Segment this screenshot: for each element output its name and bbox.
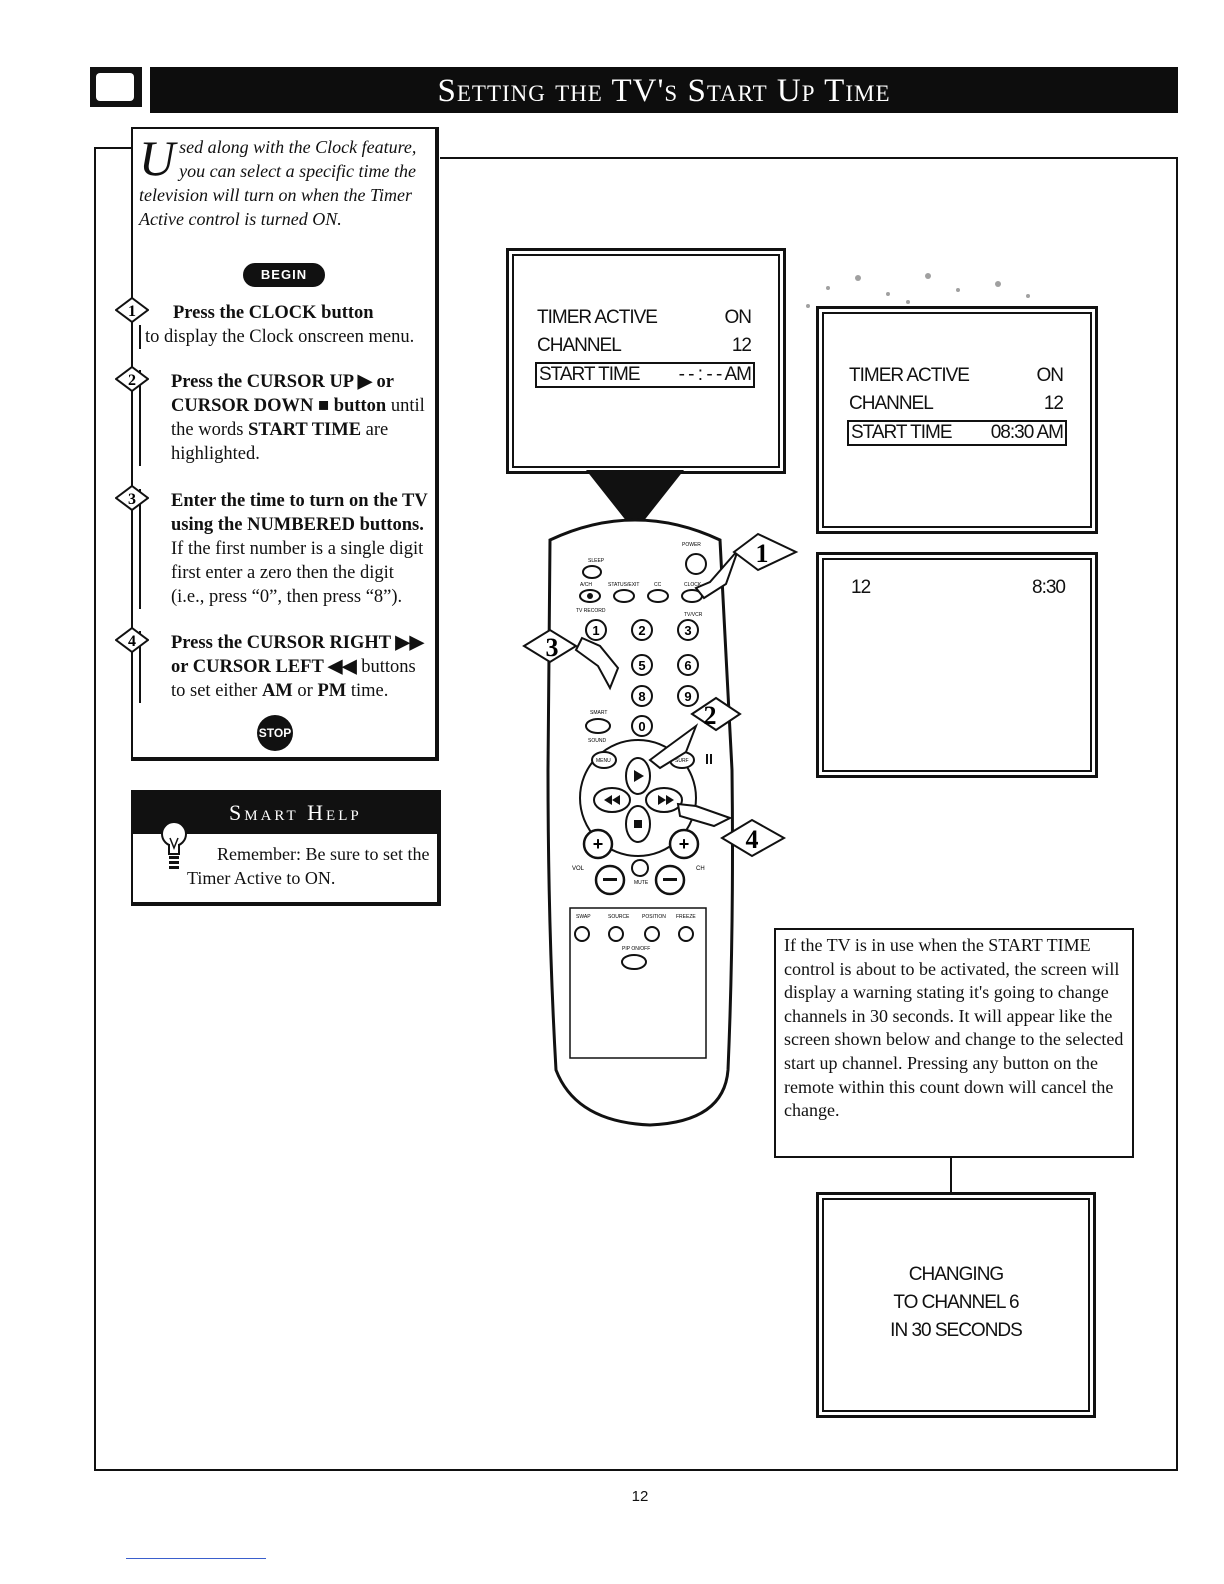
step-2 [128, 370, 429, 466]
label-status: STATUS/EXIT [608, 582, 640, 588]
page-number: 12 [631, 1488, 649, 1505]
swap-button[interactable] [575, 927, 589, 941]
digit-label: 3 [684, 623, 692, 638]
digit-label: 5 [638, 658, 646, 673]
step-3 [128, 489, 429, 609]
sleep-button[interactable] [583, 566, 601, 578]
freeze-button[interactable] [679, 927, 693, 941]
callout-number: 2 [703, 701, 717, 730]
drop-cap: U [139, 130, 176, 186]
step-4-bold: Press the CURSOR RIGHT ▶▶ or CURSOR LEFT ◀◀ [171, 633, 424, 677]
step-2-text: until the words [171, 396, 425, 440]
frame-line [94, 147, 96, 1471]
osd-row-highlighted [535, 362, 755, 388]
remote-control-illustration [500, 470, 800, 1130]
svg-text:+: + [592, 834, 604, 854]
frame-line [1176, 157, 1178, 1471]
step-4-am: AM [261, 681, 293, 701]
label-ch: CH [696, 866, 705, 872]
step-number-icon [115, 297, 149, 323]
footer-line [126, 1558, 266, 1559]
instruction-box [128, 127, 439, 761]
note-text: If the TV is in use when the START TIME control is about to be activated, the screen will display a warning stating it's going to change channels in 30 seconds. It will appear like the screen shown below and change to the selected start up channel. Pressing any button on the remote within this count down will cancel the change. [784, 935, 1124, 1121]
step-number-icon [115, 485, 149, 511]
osd-value: 12 [1043, 393, 1063, 414]
osd-value: - - : - - AM [678, 364, 751, 385]
position-button[interactable] [645, 927, 659, 941]
step-number-icon [115, 366, 149, 392]
label-surf: SURF [675, 758, 689, 764]
callout-number: 4 [745, 825, 759, 854]
intro-paragraph [139, 130, 429, 231]
svg-text:+: + [678, 834, 690, 854]
source-button[interactable] [609, 927, 623, 941]
frame-line [440, 157, 1178, 159]
step-4 [128, 631, 429, 703]
frame-line [94, 1469, 1178, 1471]
smart-help-box [131, 790, 441, 906]
label-smart: SMART [590, 710, 608, 716]
tv-screen-menu-set [816, 306, 1098, 534]
label-vol: VOL [572, 866, 585, 872]
step-4-text: buttons to set either [171, 657, 416, 701]
step-4-text2: time. [346, 681, 389, 701]
osd-label: START TIME [539, 364, 640, 385]
begin-badge: BEGIN [243, 263, 325, 287]
step-3-bold: Enter the time to turn on the TV using the NUMBERED buttons. [171, 491, 428, 535]
label-swap: SWAP [576, 914, 591, 920]
osd-row [849, 393, 1063, 415]
step-2-bold2: START TIME [248, 420, 362, 440]
osd-warning-line: TO CHANNEL 6 [893, 1292, 1019, 1313]
label-position: POSITION [642, 914, 666, 920]
label-cc: CC [654, 582, 662, 588]
callout-number: 1 [755, 539, 769, 568]
svg-text:4: 4 [128, 633, 136, 650]
osd-value: 08:30 AM [990, 422, 1063, 443]
step-1 [128, 301, 429, 349]
digit-label: 0 [638, 719, 646, 734]
osd-row [849, 365, 1063, 387]
osd-warning-line: CHANGING [908, 1264, 1004, 1285]
frame-line [94, 147, 134, 149]
osd-label: START TIME [851, 422, 952, 443]
label-ach: A/CH [580, 582, 592, 588]
osd-value: ON [724, 307, 751, 328]
svg-text:2: 2 [128, 372, 136, 389]
smart-help-title: Smart Help [229, 800, 362, 825]
step-3-text: If the first number is a single digit first enter a zero then the digit (i.e., press “0”, then press “8”). [171, 539, 424, 607]
osd-warning-line: IN 30 SECONDS [890, 1320, 1022, 1341]
page-title: Setting the TV's Start Up Time [437, 73, 891, 109]
smart-help-text: Remember: Be sure to set the Timer Active to ON. [187, 844, 430, 888]
label-mute: MUTE [634, 880, 649, 886]
tv-screen-menu-empty [506, 248, 786, 474]
pip-button[interactable] [622, 955, 646, 969]
callout-number: 3 [545, 633, 559, 662]
label-clock: CLOCK [684, 582, 702, 588]
tv-screen-warning [816, 1192, 1096, 1418]
smart-button[interactable] [586, 719, 610, 733]
stop-square-icon [634, 820, 642, 828]
step-4-pm: PM [317, 681, 347, 701]
osd-warning [819, 1261, 1093, 1345]
digit-label: 6 [684, 658, 692, 673]
print-noise [788, 258, 1088, 318]
label-freeze: FREEZE [676, 914, 696, 920]
osd-label: CHANNEL [537, 335, 621, 356]
stop-icon: STOP [257, 715, 293, 751]
osd-value: ON [1036, 365, 1063, 386]
step-2-bold: Press the CURSOR UP ▶ or CURSOR DOWN ■ button [171, 372, 394, 416]
osd-time: 8:30 [1032, 577, 1065, 598]
step-number: 1 [128, 303, 136, 320]
note-box [774, 928, 1134, 1158]
label-sound: SOUND [588, 738, 607, 744]
tv-screen-channel-time [816, 552, 1098, 778]
osd-label: TIMER ACTIVE [849, 365, 969, 386]
osd-row [537, 307, 751, 329]
step-1-text: to display the Clock onscreen menu. [145, 327, 415, 347]
label-sleep: SLEEP [588, 558, 605, 564]
label-menu: MENU [596, 758, 611, 764]
label-power: POWER [682, 542, 701, 548]
digit-label: 1 [592, 623, 600, 638]
header-bar [150, 67, 1178, 113]
osd-label: CHANNEL [849, 393, 933, 414]
label-tv-record: TV RECORD [576, 608, 606, 614]
digit-label: 8 [638, 689, 646, 704]
digit-label: 9 [684, 689, 692, 704]
mute-button[interactable] [632, 860, 648, 876]
power-button[interactable] [686, 554, 706, 574]
label-tvvcr: TV/VCR [684, 612, 703, 618]
step-2-text2: are highlighted. [171, 420, 389, 464]
label-pip: PIP ON/OFF [622, 946, 651, 952]
osd-label: TIMER ACTIVE [537, 307, 657, 328]
step-1-bold: Press the CLOCK button [173, 303, 374, 323]
osd-value: 12 [731, 335, 751, 356]
osd-channel: 12 [851, 577, 871, 598]
digit-label: 2 [638, 623, 646, 638]
step-number-icon [115, 627, 149, 653]
lightbulb-icon [159, 818, 189, 878]
osd-row [537, 335, 751, 357]
cc-button[interactable] [648, 590, 668, 602]
svg-text:3: 3 [128, 491, 136, 508]
intro-text: sed along with the Clock feature, you can select a specific time the television will turn on when the Timer Active control is turned ON. [139, 137, 417, 229]
section-icon [90, 67, 142, 107]
label-source: SOURCE [608, 914, 630, 920]
step-4-or: or [292, 681, 318, 701]
status-button[interactable] [614, 590, 634, 602]
osd-row-highlighted [847, 420, 1067, 446]
